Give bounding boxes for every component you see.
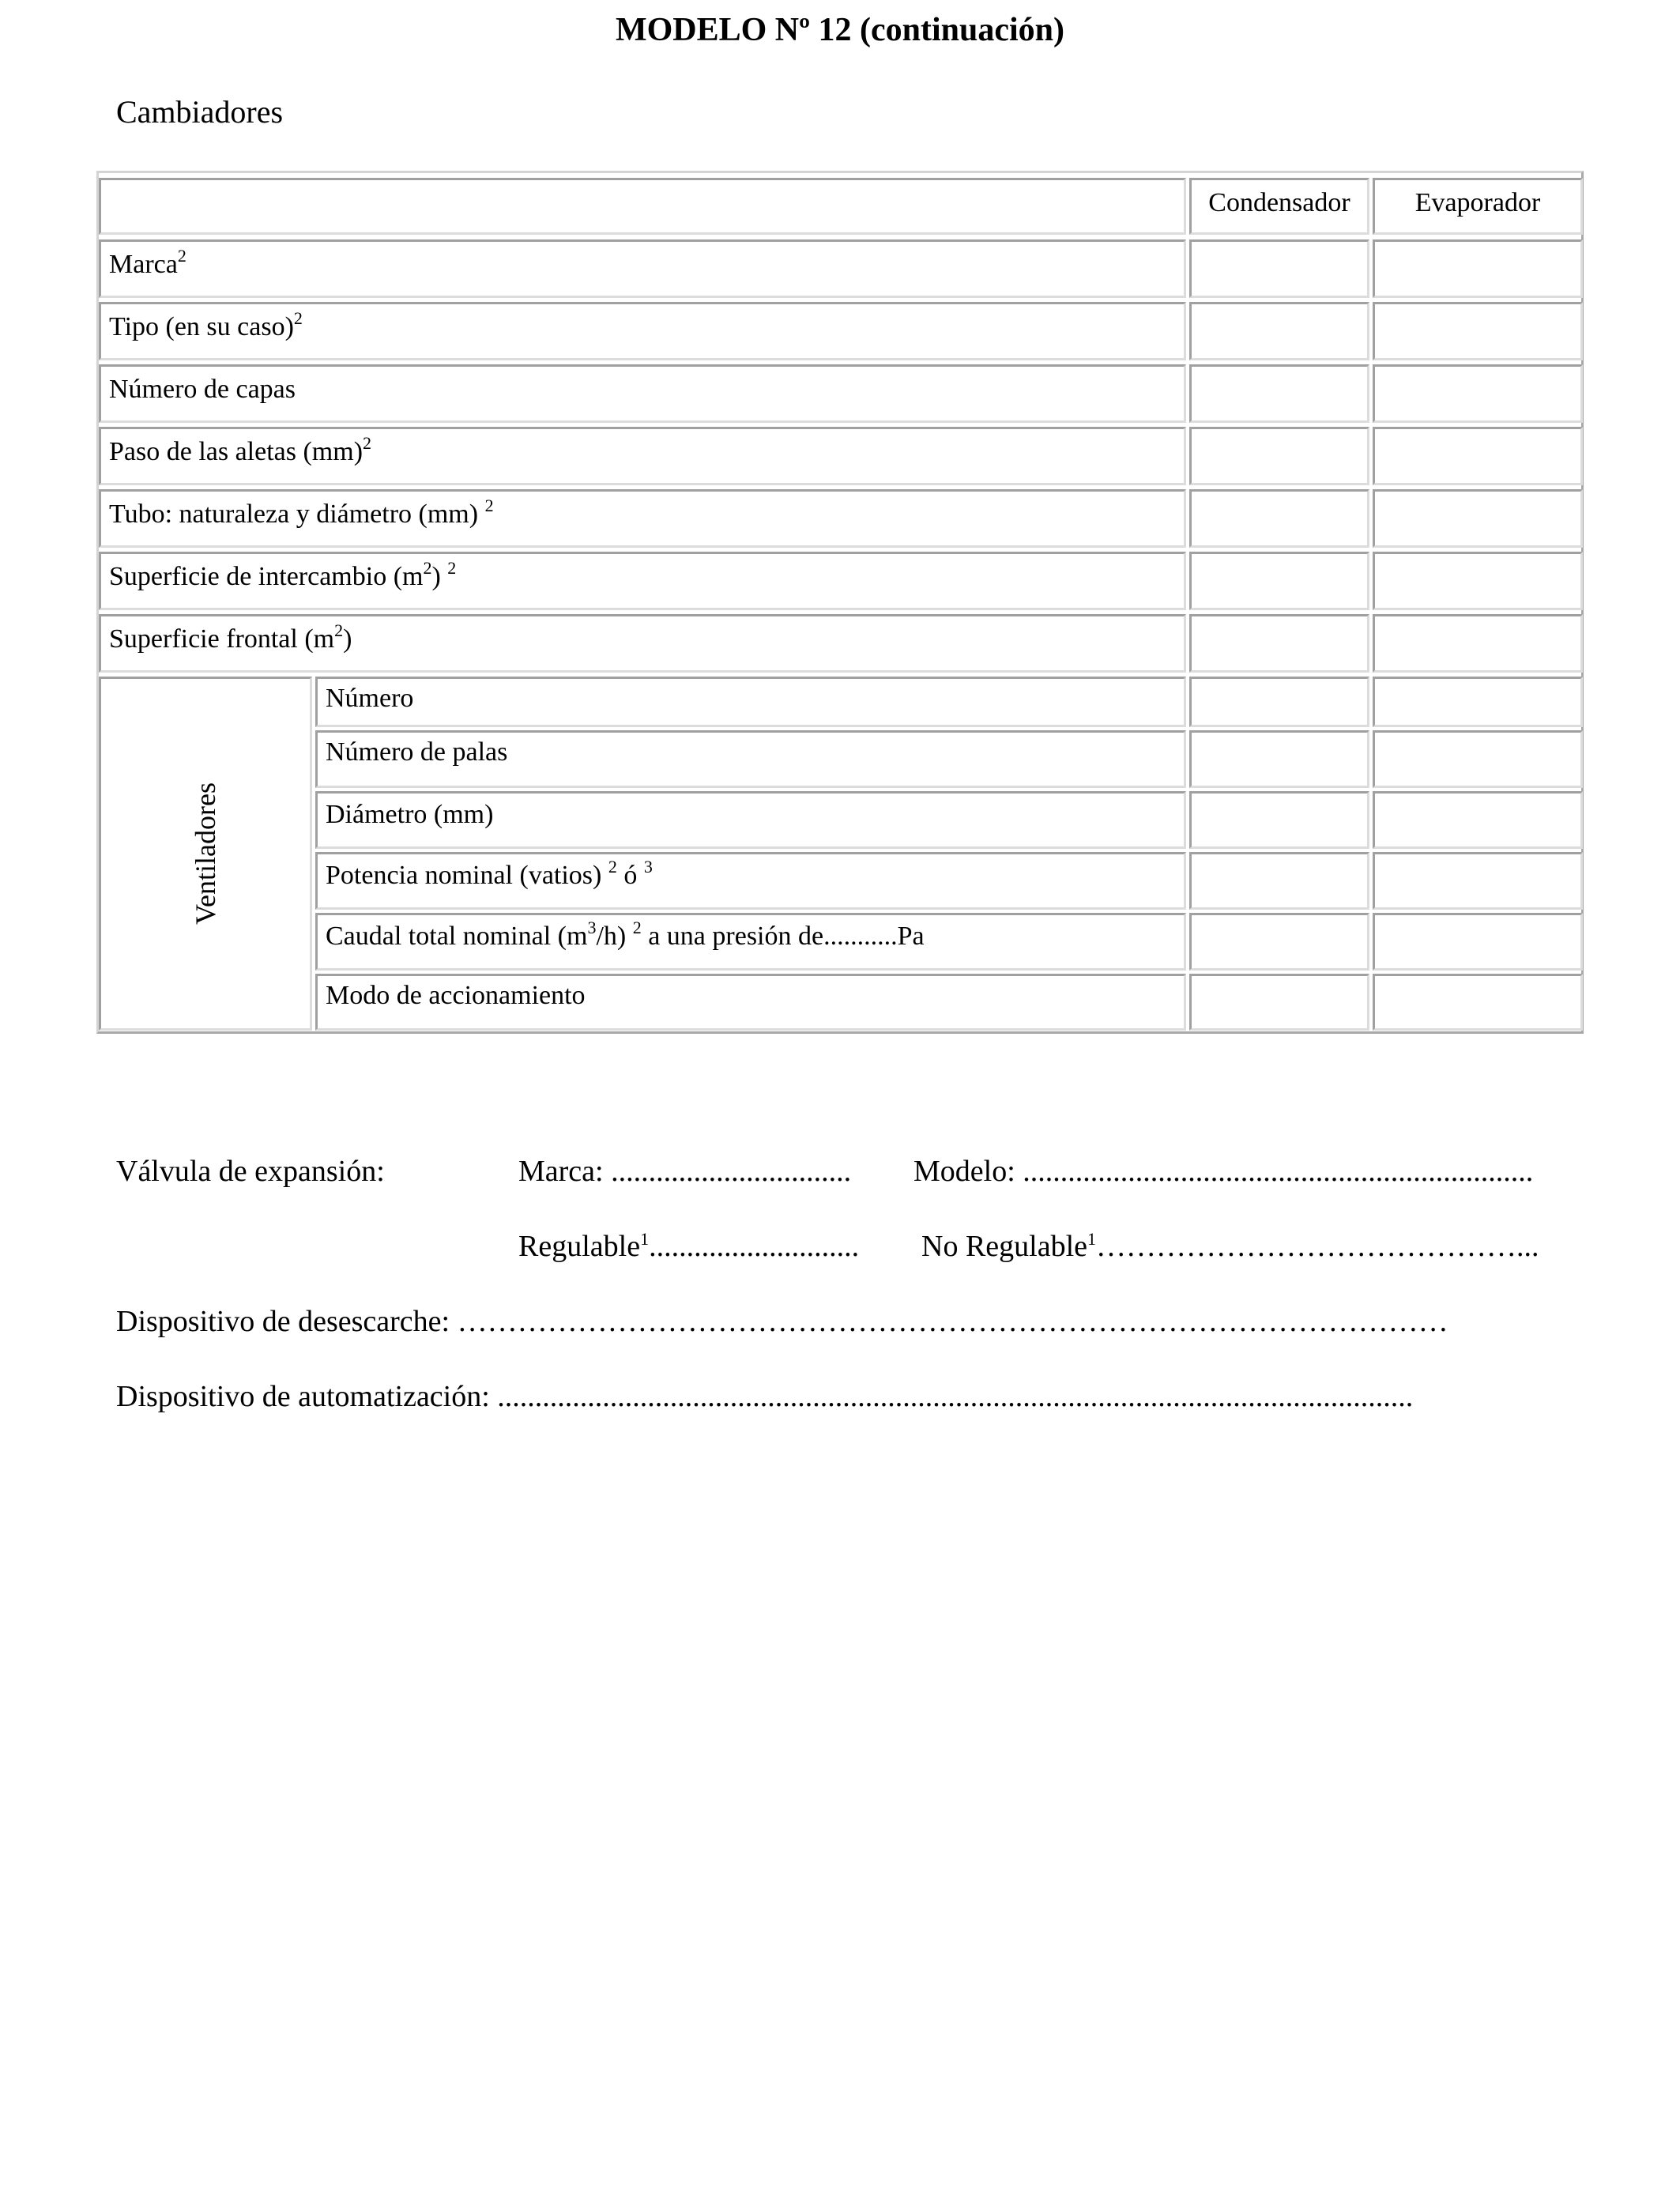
- row-label-tubo: Tubo: naturaleza y diámetro (mm) $^2$: [99, 489, 1186, 548]
- input-cell-evaporador[interactable]: [1373, 552, 1583, 610]
- page-title: MODELO Nº 12 (continuación): [615, 12, 1065, 48]
- input-cell-condensador[interactable]: [1189, 913, 1369, 971]
- input-cell-condensador[interactable]: [1189, 730, 1369, 788]
- input-cell-evaporador[interactable]: [1373, 302, 1583, 360]
- input-cell-evaporador[interactable]: [1373, 852, 1583, 910]
- row-label-superficie-frontal: Superficie frontal $(m^2)$: [99, 614, 1186, 673]
- input-cell-evaporador[interactable]: [1373, 614, 1583, 673]
- input-cell-evaporador[interactable]: [1373, 677, 1583, 727]
- exchangers-table: [96, 171, 1584, 1034]
- row-label-caudal-total: Caudal total nominal $(m^3/h)$ $^2$ a una presión de...........Pa: [315, 913, 1186, 971]
- input-cell-evaporador[interactable]: [1373, 791, 1583, 849]
- input-cell-condensador[interactable]: [1189, 852, 1369, 910]
- input-cell-evaporador[interactable]: [1373, 974, 1583, 1031]
- row-label-numero-palas: Número de palas: [315, 730, 1186, 788]
- input-cell-evaporador[interactable]: [1373, 239, 1583, 298]
- desescarche-field[interactable]: Dispositivo de desescarche: ………………………………………………………………………………………: [116, 1305, 1448, 1338]
- valve-marca-field[interactable]: Marca: ................................: [518, 1155, 852, 1188]
- input-cell-condensador[interactable]: [1189, 974, 1369, 1031]
- header-evaporador: Evaporador: [1373, 178, 1583, 235]
- row-label-superficie-intercambio: Superficie de intercambio $(m^2)$ $^2$: [99, 552, 1186, 610]
- row-label-marca: Marca$^2$: [99, 239, 1186, 298]
- input-cell-condensador[interactable]: [1189, 552, 1369, 610]
- input-cell-evaporador[interactable]: [1373, 427, 1583, 485]
- row-label-numero: Número: [315, 677, 1186, 727]
- input-cell-condensador[interactable]: [1189, 489, 1369, 548]
- row-label-numero-capas: Número de capas: [99, 364, 1186, 423]
- row-label-diametro: Diámetro (mm): [315, 791, 1186, 849]
- automatizacion-field[interactable]: Dispositivo de automatización: ..........................................................................................................................: [116, 1380, 1414, 1413]
- row-label-paso-aletas: Paso de las aletas (mm)$^2$: [99, 427, 1186, 485]
- row-label-modo-accionamiento: Modo de accionamiento: [315, 974, 1186, 1031]
- section-title: Cambiadores: [116, 94, 284, 130]
- input-cell-condensador[interactable]: [1189, 364, 1369, 423]
- row-label-tipo: Tipo (en su caso)$^2$: [99, 302, 1186, 360]
- input-cell-evaporador[interactable]: [1373, 730, 1583, 788]
- input-cell-condensador[interactable]: [1189, 614, 1369, 673]
- valve-modelo-field[interactable]: Modelo: ....................................................................: [913, 1155, 1534, 1188]
- group-label-ventiladores: Ventiladores: [99, 677, 312, 1031]
- input-cell-evaporador[interactable]: [1373, 913, 1583, 971]
- input-cell-condensador[interactable]: [1189, 677, 1369, 727]
- input-cell-condensador[interactable]: [1189, 791, 1369, 849]
- input-cell-evaporador[interactable]: [1373, 489, 1583, 548]
- row-label-potencia-nominal: Potencia nominal (vatios) $^2$ ó $^3$: [315, 852, 1186, 910]
- valve-label: Válvula de expansión:: [116, 1155, 385, 1188]
- valve-no-regulable-field[interactable]: No Regulable$^1$……………………………………...: [921, 1229, 1539, 1263]
- input-cell-condensador[interactable]: [1189, 427, 1369, 485]
- header-condensador: Condensador: [1189, 178, 1369, 235]
- valve-regulable-field[interactable]: Regulable$^1$............................: [518, 1229, 860, 1263]
- header-blank-cell: [99, 178, 1186, 235]
- input-cell-condensador[interactable]: [1189, 239, 1369, 298]
- input-cell-condensador[interactable]: [1189, 302, 1369, 360]
- input-cell-evaporador[interactable]: [1373, 364, 1583, 423]
